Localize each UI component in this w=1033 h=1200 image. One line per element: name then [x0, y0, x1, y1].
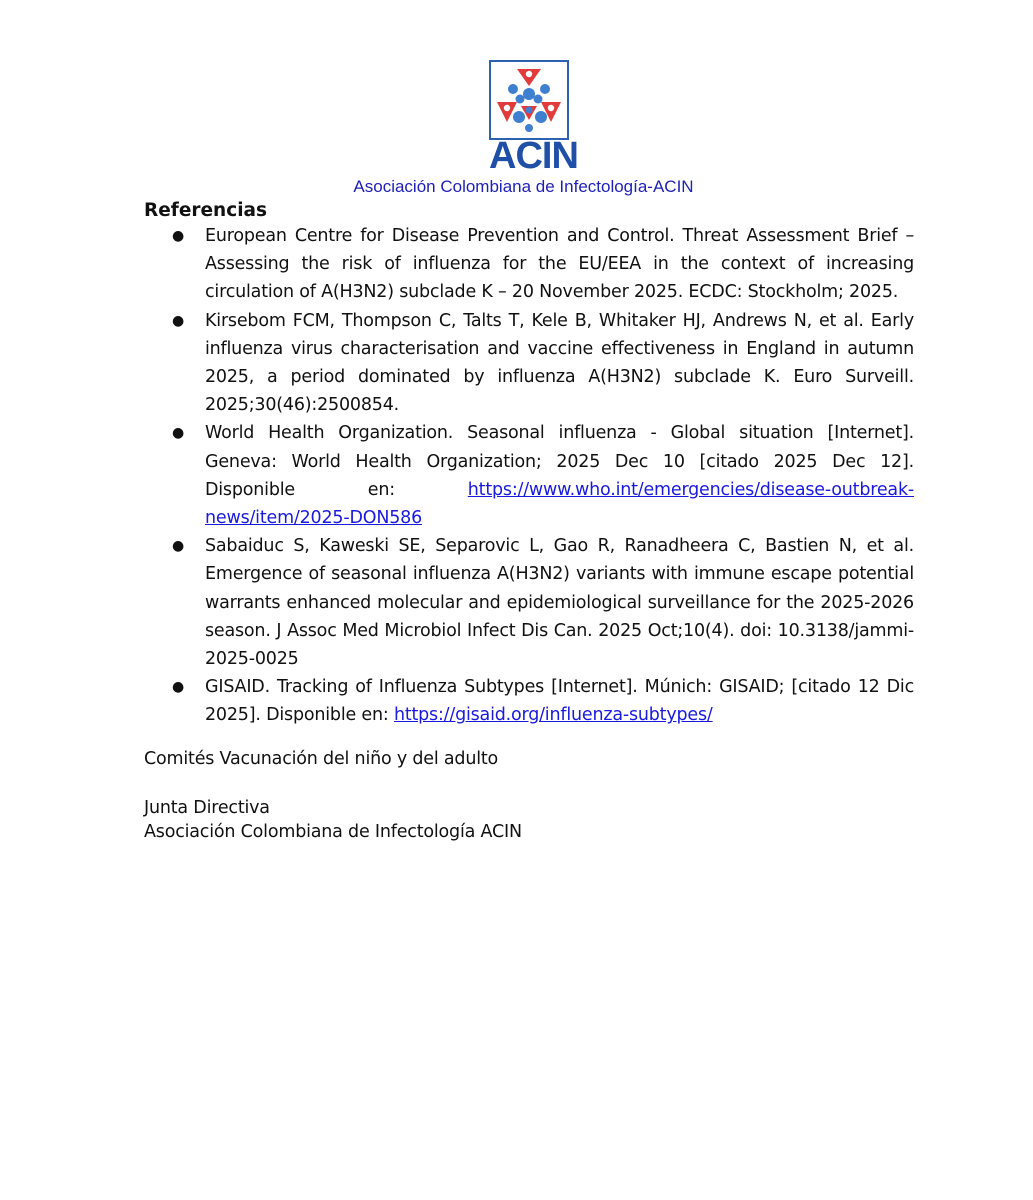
board-line: Junta Directiva	[144, 798, 270, 818]
organization-caption: Asociación Colombiana de Infectología-ACIN	[353, 177, 694, 196]
references-heading: Referencias	[144, 200, 268, 221]
reference-text: Sabaiduc S, Kaweski SE, Separovic L, Gao R, Ranadheera C, Bastien N, et al. Emergence of seasonal influenza A(H3N2) variants with immune escape potential warrants enhanced molecular and epidemiological surveillance for the 2025-2026 season. J Assoc Med Microbiol Infect Dis Can. 2025 Oct;10(4). doi: 10.3138/jammi-2025-0025	[205, 536, 914, 670]
reference-item	[144, 673, 914, 729]
reference-text: Kirsebom FCM, Thompson C, Talts T, Kele B, Whitaker HJ, Andrews N, et al. Early influenza virus characterisation and vaccine effectiveness in England in autumn 2025, a period dominated by influenza A(H3N2) subclade K. Euro Surveill. 2025;30(46):2500854.	[205, 310, 914, 416]
reference-item	[144, 307, 914, 420]
reference-text: GISAID. Tracking of Influenza Subtypes [Internet]. Múnich: GISAID; [citado 12 Dic 2025]. Disponible en:	[205, 677, 914, 726]
logo-emblem-graphic	[491, 62, 567, 138]
logo-emblem	[489, 60, 569, 140]
association-line: Asociación Colombiana de Infectología ACIN	[144, 822, 522, 842]
reference-item	[144, 419, 914, 532]
who-link[interactable]: https://www.who.int/emergencies/disease-outbreak-news/item/2025-DON586	[205, 479, 914, 529]
bullet-icon: ●	[172, 228, 185, 244]
bullet-icon: ●	[172, 679, 185, 696]
bullet-icon: ●	[172, 312, 185, 329]
gisaid-link[interactable]: https://gisaid.org/influenza-subtypes/	[393, 705, 713, 726]
acin-logo	[489, 60, 578, 177]
logo-wordmark: ACIN	[489, 135, 578, 177]
reference-item	[144, 532, 914, 673]
bullet-icon: ●	[172, 425, 185, 442]
reference-text: European Centre for Disease Prevention and Control. Threat Assessment Brief – Assessing the risk of influenza for the EU/EEA in the context of increasing circulation of A(H3N2) subclade K – 20 November 2025. ECDC: Stockholm; 2025.	[205, 226, 914, 303]
bullet-icon: ●	[172, 538, 185, 555]
references-list	[144, 222, 914, 730]
reference-text: World Health Organization. Seasonal influenza - Global situation [Internet]. Geneva: World Health Organization; 2025 Dec 10 [citado 2025 Dec 12]. Disponible en:	[205, 423, 914, 500]
reference-item	[144, 222, 914, 307]
committees-line: Comités Vacunación del niño y del adulto	[144, 749, 499, 769]
